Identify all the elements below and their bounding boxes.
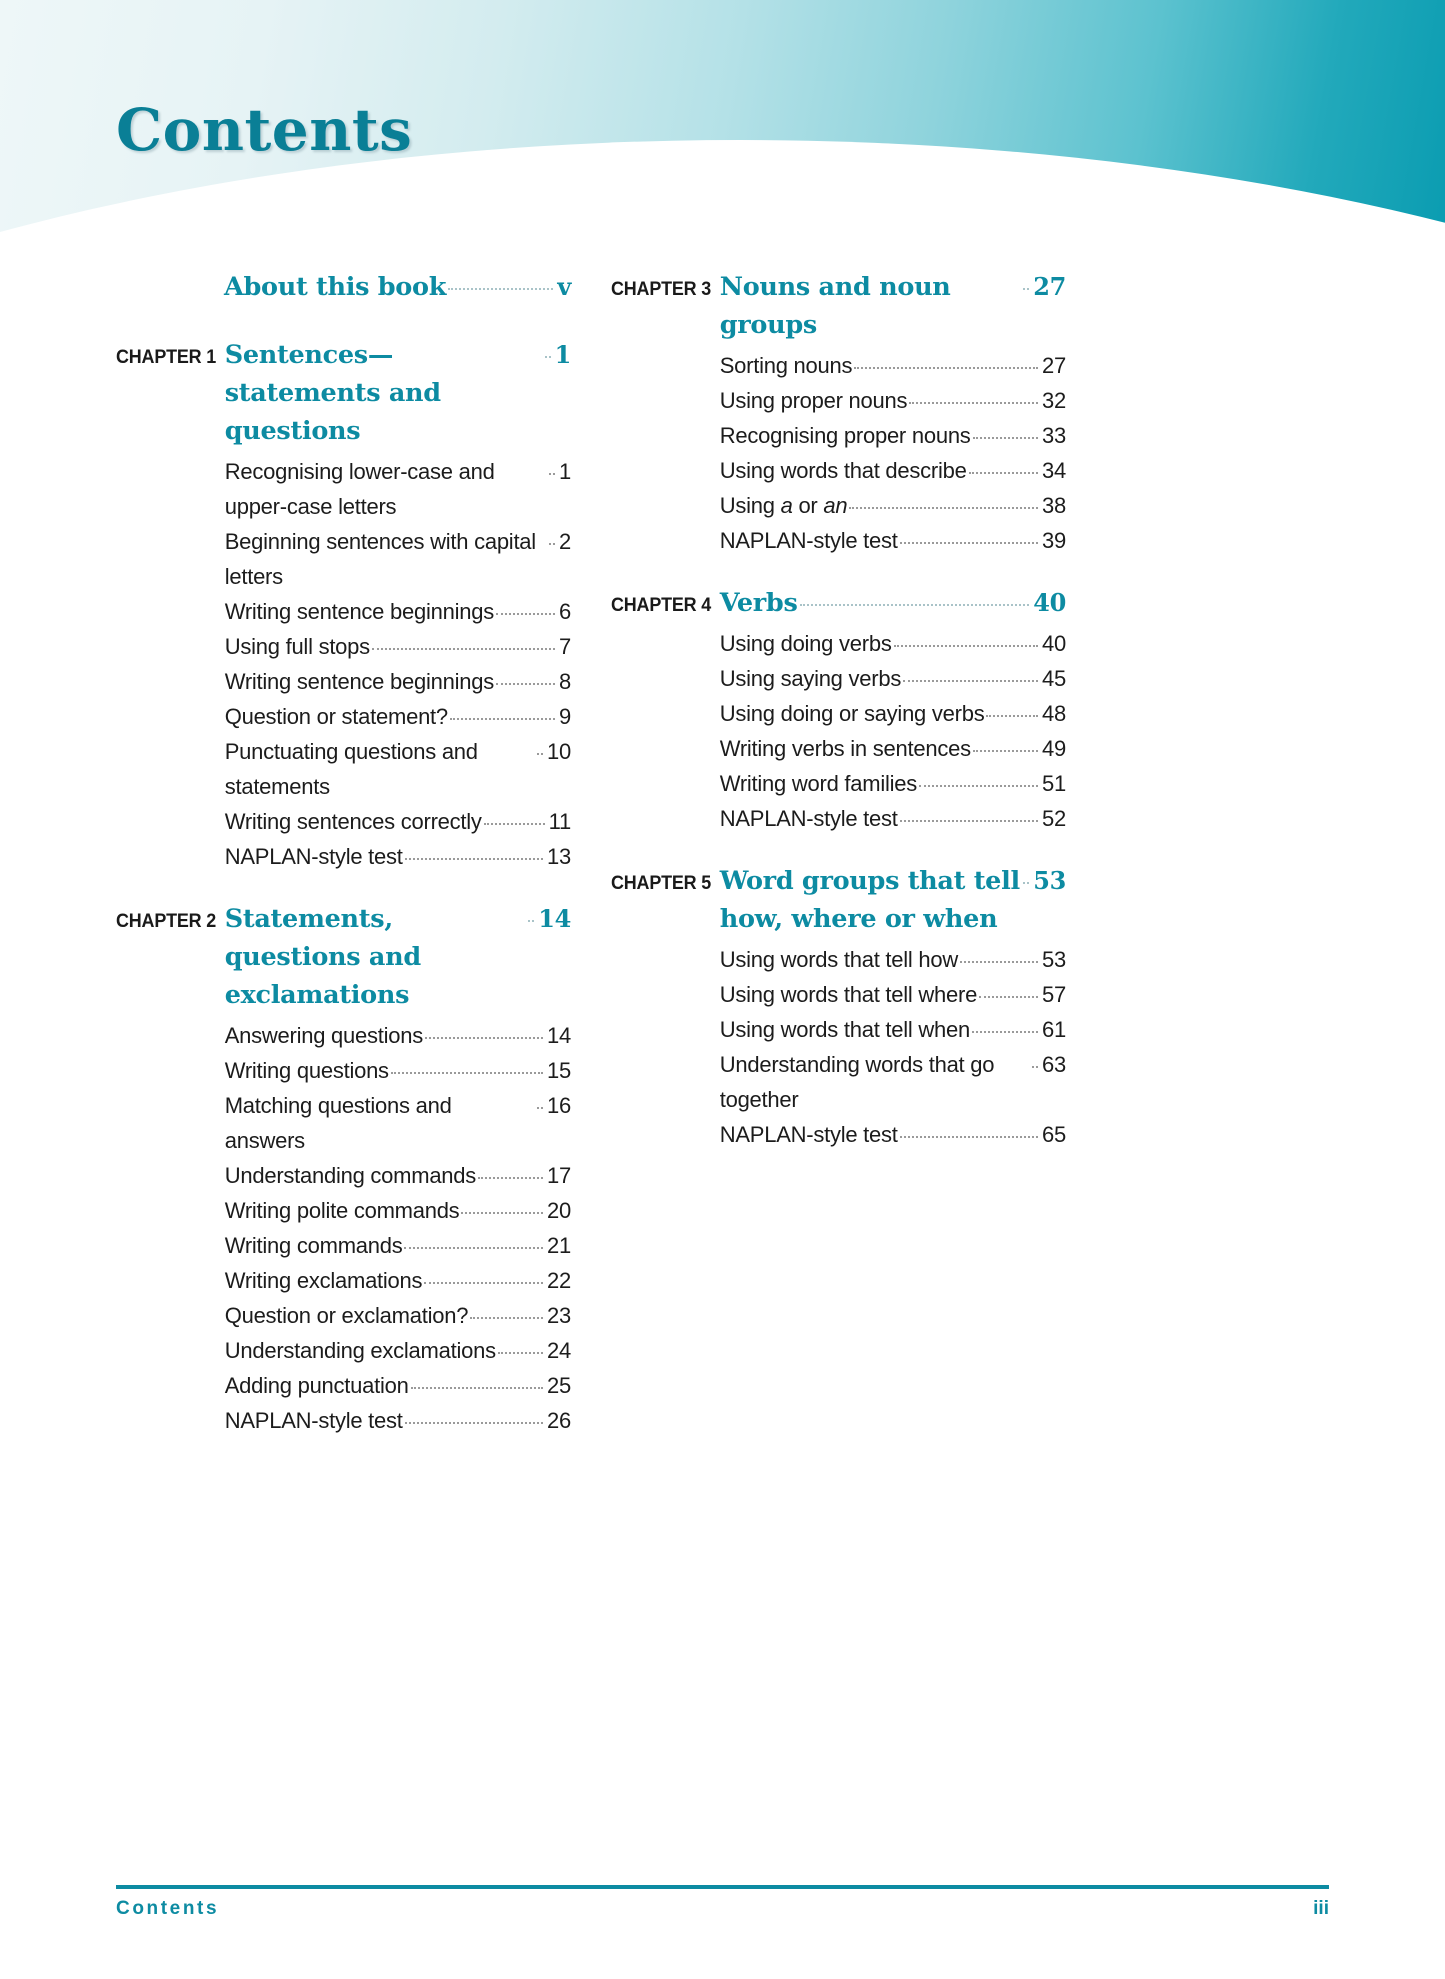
toc-entry-title: NAPLAN-style test [719,1122,898,1147]
toc-entry-title: Writing exclamations [224,1268,423,1293]
dot-leader [498,1352,543,1354]
chapter-number-label: CHAPTER 1 [116,346,217,368]
dot-leader [448,288,553,290]
toc-entry-title: NAPLAN-style test [719,528,898,553]
dot-leader [900,542,1038,544]
toc-chapter-title: Verbs [719,588,798,618]
toc-entry-title: Writing sentence beginnings [224,599,494,624]
toc-entry[interactable] [720,1117,1066,1152]
toc-chapter-heading-row[interactable] [116,336,571,874]
toc-entry-title: NAPLAN-style test [719,806,898,831]
toc-chapter-title-entry[interactable] [720,862,1066,938]
dot-leader [405,1422,543,1424]
toc-entry-page-number: 63 [1042,1052,1066,1077]
toc-entry[interactable] [720,696,1066,731]
dot-leader [450,718,555,720]
toc-entry[interactable] [225,1158,571,1193]
toc-entry[interactable] [720,1012,1066,1047]
toc-entry[interactable] [225,1088,571,1158]
toc-entry-title: Using words that tell where [719,982,978,1007]
toc-chapter-page-number: 1 [554,340,571,369]
toc-chapter-body [224,268,571,310]
toc-chapter-heading-row[interactable] [116,268,571,310]
toc-entry[interactable] [225,734,571,804]
toc-entry[interactable] [225,1368,571,1403]
toc-entry[interactable] [225,1403,571,1438]
toc-entry[interactable] [720,383,1066,418]
toc-chapter-body [225,900,571,1438]
toc-entry-title: Recognising proper nouns [719,423,971,448]
dot-leader [470,1317,543,1319]
toc-entry-page-number: 48 [1042,701,1066,726]
toc-entry-title: Question or statement? [224,704,448,729]
toc-entry-title: Writing word families [719,771,918,796]
dot-leader [549,543,555,545]
toc-chapter-page-number: 40 [1033,588,1066,617]
toc-entry-title: Using words that tell when [719,1017,971,1042]
toc-entry[interactable] [225,1193,571,1228]
toc-entry-title: Using words that tell how [719,947,959,972]
toc-chapter-title-entry[interactable] [225,900,571,1014]
toc-entry-page-number: 16 [547,1093,571,1118]
dot-leader [903,680,1038,682]
toc-entry[interactable] [720,1047,1066,1117]
toc-entry-page-number: 2 [559,529,571,554]
dot-leader [372,648,555,650]
dot-leader [461,1212,543,1214]
dot-leader [800,604,1030,606]
toc-entry[interactable] [720,942,1066,977]
toc-chapter-body [720,584,1066,836]
dot-leader [496,613,555,615]
dot-leader [537,1107,543,1109]
dot-leader [973,437,1038,439]
chapter-number-label: CHAPTER 3 [611,278,712,300]
toc-entry-page-number: 14 [547,1023,571,1048]
dot-leader [549,473,555,475]
toc-entry-title: Question or exclamation? [224,1303,469,1328]
dot-leader [986,715,1038,717]
toc-chapter-title-entry[interactable] [224,268,571,306]
page-title: Contents [116,96,413,164]
toc-chapter-title-entry[interactable] [720,584,1066,622]
toc-entry-title: NAPLAN-style test [224,1408,403,1433]
dot-leader [894,645,1038,647]
toc-chapter-block [116,900,571,1438]
toc-entry[interactable] [720,418,1066,453]
toc-entry-title: Beginning sentences with capital letters [224,529,536,589]
toc-entry-list [225,454,571,874]
chapter-number-label: CHAPTER 2 [116,910,217,932]
toc-entry-title: Using saying verbs [719,666,902,691]
toc-entry-page-number: 65 [1042,1122,1066,1147]
toc-chapter-title: Sentences—statements and questions [224,340,441,446]
page-footer [116,1885,1329,1920]
toc-entry-list [225,1018,571,1438]
toc-entry-page-number: 38 [1042,493,1066,518]
dot-leader [404,1247,543,1249]
toc-entry[interactable] [225,524,571,594]
toc-chapter-title: Word groups that tell how, where or when [719,866,1020,934]
toc-entry-list [720,942,1066,1152]
toc-entry-page-number: 7 [559,634,571,659]
toc-entry-title: Writing verbs in sentences [719,736,971,761]
toc-entry-page-number: 61 [1042,1017,1066,1042]
toc-entry-page-number: 15 [547,1058,571,1083]
toc-entry-title: Writing commands [224,1233,403,1258]
toc-entry-title: Understanding commands [224,1163,477,1188]
dot-leader [478,1177,543,1179]
toc-entry[interactable] [225,699,571,734]
toc-entry[interactable] [720,801,1066,836]
toc-entry-page-number: 10 [547,739,571,764]
dot-leader [496,683,555,685]
toc-entry[interactable] [225,804,571,839]
toc-entry-title: Using words that describe [719,458,967,483]
footer-section-label: Contents [116,1898,220,1919]
chapter-number-label: CHAPTER 4 [611,594,712,616]
dot-leader [424,1282,543,1284]
toc-entry[interactable] [720,731,1066,766]
toc-chapter-heading-row[interactable] [611,584,1066,836]
toc-entry-page-number: 1 [559,459,571,484]
toc-entry-page-number: 11 [548,809,571,834]
toc-chapter-body [720,862,1066,1152]
dot-leader [484,823,545,825]
toc-chapter-block [116,336,571,874]
toc-entry[interactable] [225,839,571,874]
toc-entry-page-number: 57 [1042,982,1066,1007]
dot-leader [849,507,1038,509]
toc-entry-title: Sorting nouns [719,353,853,378]
toc-entry[interactable] [225,1228,571,1263]
dot-leader [972,1031,1038,1033]
toc-entry-page-number: 40 [1042,631,1066,656]
toc-entry-page-number: 21 [547,1233,571,1258]
toc-entry-title: Matching questions and answers [224,1093,452,1153]
toc-entry-title: Understanding words that go together [719,1052,995,1112]
toc-chapter-body [225,336,571,874]
toc-entry-title: Writing questions [224,1058,389,1083]
toc-entry-title: NAPLAN-style test [224,844,403,869]
dot-leader [1032,1066,1038,1068]
dot-leader [528,920,534,922]
toc-chapter-page-number: v [557,272,571,301]
toc-entry[interactable] [225,1018,571,1053]
toc-entry[interactable] [720,523,1066,558]
toc-entry-page-number: 26 [547,1408,571,1433]
toc-entry-title: Writing sentence beginnings [224,669,494,694]
toc-entry[interactable] [720,977,1066,1012]
toc-chapter-body [720,268,1066,558]
toc-entry-title: Answering questions [224,1023,423,1048]
toc-entry[interactable] [225,1053,571,1088]
toc-entry[interactable] [225,1263,571,1298]
toc-entry-page-number: 52 [1042,806,1066,831]
toc-entry[interactable] [720,348,1066,383]
toc-chapter-page-number: 14 [538,904,571,933]
dot-leader [537,753,543,755]
toc-entry[interactable] [225,1333,571,1368]
toc-entry-list [720,626,1066,836]
chapter-number-label: CHAPTER 5 [611,872,712,894]
dot-leader [973,750,1038,752]
toc-chapter-title: Statements, questions and exclamations [224,904,421,1010]
toc-entry-title: Punctuating questions and statements [224,739,478,799]
toc-entry-title: Using a or an [719,493,848,518]
toc-chapter-heading-row[interactable] [116,900,571,1438]
toc-entry-page-number: 9 [559,704,571,729]
toc-entry-page-number: 33 [1042,423,1066,448]
toc-entry-page-number: 45 [1042,666,1066,691]
page-header-banner [0,0,1445,260]
toc-chapter-heading-row[interactable] [611,268,1066,558]
toc-column-left [116,268,571,1438]
toc-entry[interactable] [225,594,571,629]
dot-leader [1023,288,1029,290]
toc-chapter-block [611,862,1066,1152]
toc-chapter-title-entry[interactable] [720,268,1066,344]
toc-entry[interactable] [720,661,1066,696]
toc-entry-page-number: 17 [547,1163,571,1188]
toc-chapter-block [611,584,1066,836]
toc-entry-page-number: 24 [547,1338,571,1363]
dot-leader [425,1037,543,1039]
toc-entry-page-number: 23 [547,1303,571,1328]
dot-leader [969,472,1038,474]
dot-leader [909,402,1038,404]
dot-leader [411,1387,543,1389]
dot-leader [405,858,543,860]
toc-entry-page-number: 6 [559,599,571,624]
toc-chapter-heading-row[interactable] [611,862,1066,1152]
toc-entry-title: Writing sentences correctly [224,809,482,834]
toc-entry[interactable] [720,488,1066,523]
dot-leader [545,356,551,358]
dot-leader [900,820,1038,822]
toc-entry-list [720,348,1066,558]
toc-entry[interactable] [225,1298,571,1333]
toc-entry-page-number: 13 [547,844,571,869]
toc-entry-title: Using doing verbs [719,631,892,656]
footer-page-number: iii [1313,1898,1329,1919]
toc-entry-page-number: 22 [547,1268,571,1293]
toc-entry[interactable] [225,629,571,664]
toc-entry-page-number: 51 [1042,771,1066,796]
toc-chapter-page-number: 53 [1033,866,1066,895]
dot-leader [391,1072,543,1074]
toc-entry-page-number: 20 [547,1198,571,1223]
toc-chapter-title: Nouns and noun groups [719,272,951,340]
toc-entry-title: Using proper nouns [719,388,908,413]
toc-entry[interactable] [720,766,1066,801]
toc-entry-page-number: 39 [1042,528,1066,553]
toc-entry-page-number: 27 [1042,353,1066,378]
toc-entry-page-number: 8 [559,669,571,694]
toc-entry-page-number: 49 [1042,736,1066,761]
toc-chapter-title: About this book [224,272,447,302]
dot-leader [960,961,1038,963]
toc-entry-page-number: 32 [1042,388,1066,413]
toc-chapter-title-entry[interactable] [225,336,571,450]
toc-entry[interactable] [225,454,571,524]
toc-chapter-block [116,268,571,310]
footer-divider [116,1885,1329,1889]
toc-entry-title: Writing polite commands [224,1198,460,1223]
toc-entry-title: Using doing or saying verbs [719,701,985,726]
dot-leader [919,785,1038,787]
dot-leader [1023,882,1029,884]
toc-entry[interactable] [225,664,571,699]
toc-entry-page-number: 34 [1042,458,1066,483]
toc-entry[interactable] [720,626,1066,661]
toc-chapter-block [611,268,1066,558]
toc-column-right [611,268,1066,1152]
toc-entry-page-number: 25 [547,1373,571,1398]
toc-entry-title: Using full stops [224,634,370,659]
toc-entry-title: Understanding exclamations [224,1338,496,1363]
dot-leader [854,367,1038,369]
toc-entry-title: Recognising lower-case and upper-case letters [224,459,495,519]
toc-chapter-page-number: 27 [1033,272,1066,301]
dot-leader [979,996,1038,998]
dot-leader [900,1136,1038,1138]
toc-entry[interactable] [720,453,1066,488]
toc-entry-page-number: 53 [1042,947,1066,972]
toc-entry-title: Adding punctuation [224,1373,409,1398]
